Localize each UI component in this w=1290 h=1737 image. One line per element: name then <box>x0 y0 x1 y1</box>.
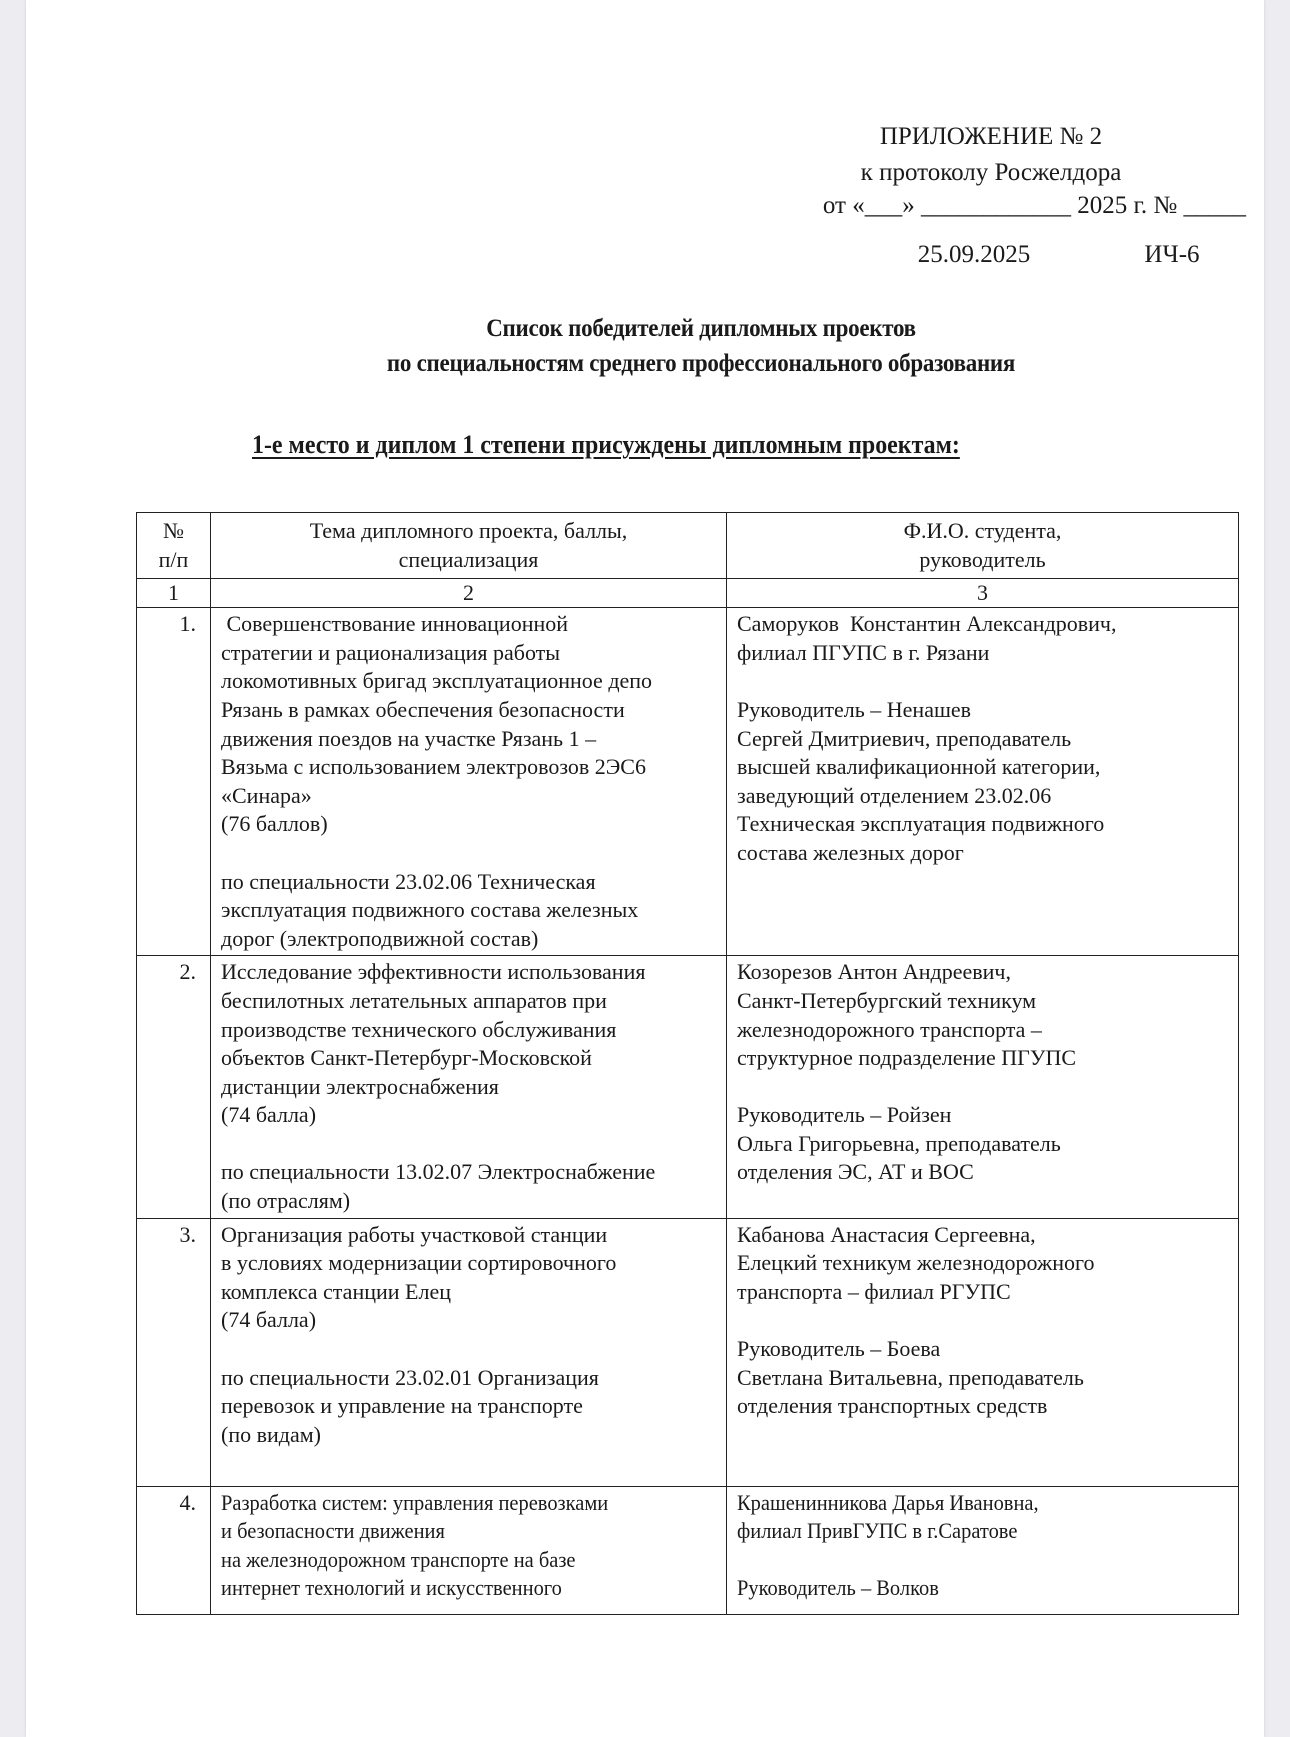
supervisor-line: Руководитель – Волков <box>737 1575 939 1601</box>
table-row <box>137 608 1239 956</box>
student-name: Саморуков Константин Александрович, <box>737 611 1117 637</box>
handwritten-number: ИЧ-6 <box>1144 241 1200 268</box>
student-institution: Санкт-Петербургский техникум <box>737 987 1037 1013</box>
column-header-number <box>137 513 211 579</box>
table-row <box>137 1486 1239 1614</box>
column-header-topic-line2: специализация <box>398 546 539 572</box>
topic-line: Вязьма с использованием электровозов 2ЭС6 <box>221 754 646 780</box>
topic-line: на железнодорожном транспорте на базе <box>221 1546 576 1572</box>
column-header-number-line2: п/п <box>158 546 189 572</box>
score: (74 балла) <box>221 1307 317 1333</box>
row-topic <box>211 956 727 1218</box>
row-number: 2. <box>137 956 211 1218</box>
row-number: 3. <box>137 1218 211 1486</box>
specialty-line: (по отраслям) <box>221 1188 351 1214</box>
column-header-person-line1: Ф.И.О. студента, <box>903 518 1062 543</box>
student-institution: транспорта – филиал РГУПС <box>737 1278 1011 1304</box>
winners-table <box>136 512 1239 1615</box>
topic-line: производстве технического обслуживания <box>221 1016 617 1042</box>
document-page <box>26 0 1264 1737</box>
topic-line: Разработка систем: управления перевозками <box>221 1489 609 1515</box>
topic-line: движения поездов на участке Рязань 1 – <box>221 725 597 751</box>
score: (74 балла) <box>221 1102 317 1128</box>
row-person <box>727 956 1239 1218</box>
row-topic <box>211 608 727 956</box>
topic-line: Исследование эффективности использования <box>221 959 646 985</box>
supervisor-line: высшей квалификационной категории, <box>737 754 1101 780</box>
appendix-label: ПРИЛОЖЕНИЕ № 2 <box>879 123 1103 150</box>
row-person <box>727 608 1239 956</box>
specialty-line: (по видам) <box>221 1421 321 1447</box>
student-name: Козорезов Антон Андреевич, <box>737 959 1011 985</box>
person-spacer <box>737 667 1228 696</box>
supervisor-line: заведующий отделением 23.02.06 <box>737 782 1052 808</box>
specialty-line: по специальности 23.02.01 Организация <box>221 1364 599 1390</box>
topic-line: Организация работы участковой станции <box>221 1221 608 1247</box>
specialty-line: перевозок и управление на транспорте <box>221 1393 583 1419</box>
row-topic <box>211 1486 727 1614</box>
supervisor-line: отделения ЭС, АТ и ВОС <box>737 1159 974 1185</box>
row-topic <box>211 1218 727 1486</box>
topic-line: беспилотных летательных аппаратов при <box>221 987 607 1013</box>
row-person <box>727 1486 1239 1614</box>
topic-line: дистанции электроснабжения <box>221 1073 499 1099</box>
topic-line: Совершенствование инновационной <box>221 611 569 637</box>
protocol-label: к протоколу Росжелдора <box>860 159 1122 186</box>
supervisor-line: Руководитель – Ненашев <box>737 696 972 722</box>
specialty-line: по специальности 13.02.07 Электроснабжение <box>221 1159 656 1185</box>
student-name: Кабанова Анастасия Сергеевна, <box>737 1221 1036 1247</box>
topic-spacer <box>221 839 716 868</box>
column-index-1: 1 <box>137 579 211 608</box>
table-row <box>137 956 1239 1218</box>
award-subheading: 1-е место и диплом 1 степени присуждены дипломным проектам: <box>252 430 960 459</box>
topic-line: и безопасности движения <box>221 1518 445 1544</box>
supervisor-line: Руководитель – Боева <box>737 1336 941 1362</box>
topic-spacer <box>221 1335 716 1364</box>
column-header-topic <box>211 513 727 579</box>
specialty-line: по специальности 23.02.06 Техническая <box>221 868 596 894</box>
topic-line: комплекса станции Елец <box>221 1278 451 1304</box>
column-header-topic-line1: Тема дипломного проекта, баллы, <box>309 518 628 543</box>
supervisor-line: Сергей Дмитриевич, преподаватель <box>737 725 1072 751</box>
supervisor-line: состава железных дорог <box>737 839 964 865</box>
supervisor-line: Техническая эксплуатация подвижного <box>737 811 1105 837</box>
score: (76 баллов) <box>221 811 328 837</box>
student-institution: структурное подразделение ПГУПС <box>737 1045 1077 1071</box>
supervisor-line: Светлана Витальевна, преподаватель <box>737 1364 1084 1390</box>
handwritten-date: 25.09.2025 <box>917 241 1031 268</box>
table-row <box>137 1218 1239 1486</box>
document-title-line2: по специальностям среднего профессионального образования <box>386 350 1016 377</box>
student-institution: филиал ПГУПС в г. Рязани <box>737 639 990 665</box>
topic-line: стратегии и рационализация работы <box>221 639 561 665</box>
row-number: 4. <box>137 1486 211 1614</box>
person-spacer <box>737 1546 1226 1575</box>
topic-spacer <box>221 1130 716 1159</box>
document-title-line1: Список победителей дипломных проектов <box>486 315 916 342</box>
person-spacer <box>737 1306 1228 1335</box>
row-person <box>727 1218 1239 1486</box>
column-header-person <box>727 513 1239 579</box>
row-number: 1. <box>137 608 211 956</box>
specialty-line: эксплуатация подвижного состава железных <box>221 897 639 923</box>
student-institution: железнодорожного транспорта – <box>737 1016 1042 1042</box>
person-spacer <box>737 1073 1228 1102</box>
protocol-date-line: от «___» ____________ 2025 г. № _____ <box>822 192 1246 219</box>
topic-line: Рязань в рамках обеспечения безопасности <box>221 696 625 722</box>
column-index-2: 2 <box>211 579 727 608</box>
table-header-row <box>137 513 1239 579</box>
topic-line: локомотивных бригад эксплуатационное депо <box>221 668 653 694</box>
column-index-row <box>137 579 1239 608</box>
topic-line: «Синара» <box>221 782 312 808</box>
specialty-line: дорог (электроподвижной состав) <box>221 925 539 951</box>
student-name: Крашенинникова Дарья Ивановна, <box>737 1489 1039 1515</box>
student-institution: филиал ПривГУПС в г.Саратове <box>737 1518 1018 1544</box>
supervisor-line: Ольга Григорьевна, преподаватель <box>737 1130 1061 1156</box>
column-header-person-line2: руководитель <box>919 546 1046 572</box>
topic-line: объектов Санкт-Петербург-Московской <box>221 1045 592 1071</box>
student-institution: Елецкий техникум железнодорожного <box>737 1250 1095 1276</box>
column-index-3: 3 <box>727 579 1239 608</box>
topic-line: интернет технологий и искусственного <box>221 1575 562 1601</box>
supervisor-line: Руководитель – Ройзен <box>737 1102 952 1128</box>
supervisor-line: отделения транспортных средств <box>737 1393 1048 1419</box>
topic-line: в условиях модернизации сортировочного <box>221 1250 617 1276</box>
column-header-number-line1: № <box>163 518 184 543</box>
